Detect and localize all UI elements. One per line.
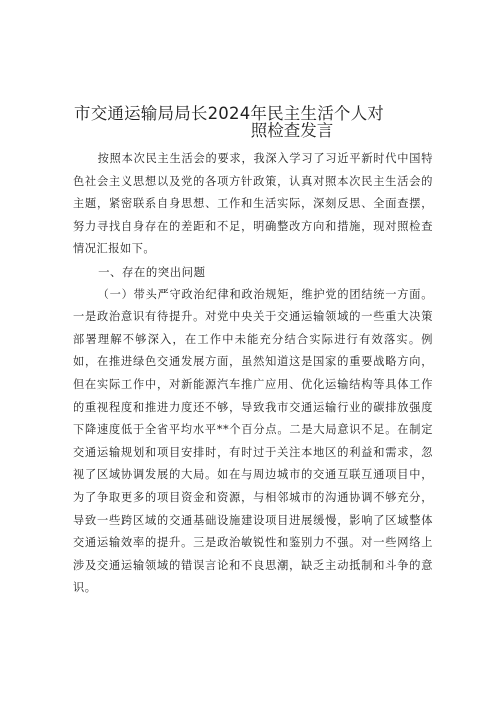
section-1-paragraph: （一）带头严守政治纪律和政治规矩，维护党的团结统一方面。一是政治意识有待提升。对党中央关于交通运输领域的一些重大决策部署理解不够深入，在工作中未能充分结合实际进行有效落实。例如，在推进绿色交通发展方面，虽然知道这是国家的重要战略方向，但在实际工作中，对新能源汽车推广应用、优化运输结构等具体工作的重视程度和推进力度还不够，导致我市交通运输行业的碳排放强度下降速度低于全省平均水平**个百分点。二是大局意识不足。在制定交通运输规划和项目安排时，有时过于关注本地区的利益和需求，忽视了区域协调发展的大局。如在与周边城市的交通互联互通项目中，为了争取更多的项目资金和资源，与相邻城市的沟通协调不够充分，导致一些跨区域的交通基础设施建设项目进展缓慢，影响了区域整体交通运输效率的提升。三是政治敏锐性和鉴别力不强。对一些网络上涉及交通运输领域的错误言论和不良思潮，缺乏主动抵制和斗争的意识。 [73, 287, 433, 595]
section-heading-1: 一、存在的突出问题 [98, 264, 206, 279]
document-title-line-2 [0, 117, 500, 141]
intro-paragraph: 按照本次民主生活会的要求，我深入学习了习近平新时代中国特色社会主义思想以及党的各项方针政策，认真对照本次民主生活会的主题，紧密联系自身思想、工作和生活实际，深刻反思、全面查摆，努力寻找自身存在的差距和不足，明确整改方向和措施，现对照检查情况汇报如下。 [73, 152, 433, 256]
document-body [73, 148, 433, 600]
document-title-line-2-text: 照检查发言 [250, 121, 334, 140]
document-title-line-1: 市交通运输局局长2024年民主生活个人对 [74, 104, 384, 123]
